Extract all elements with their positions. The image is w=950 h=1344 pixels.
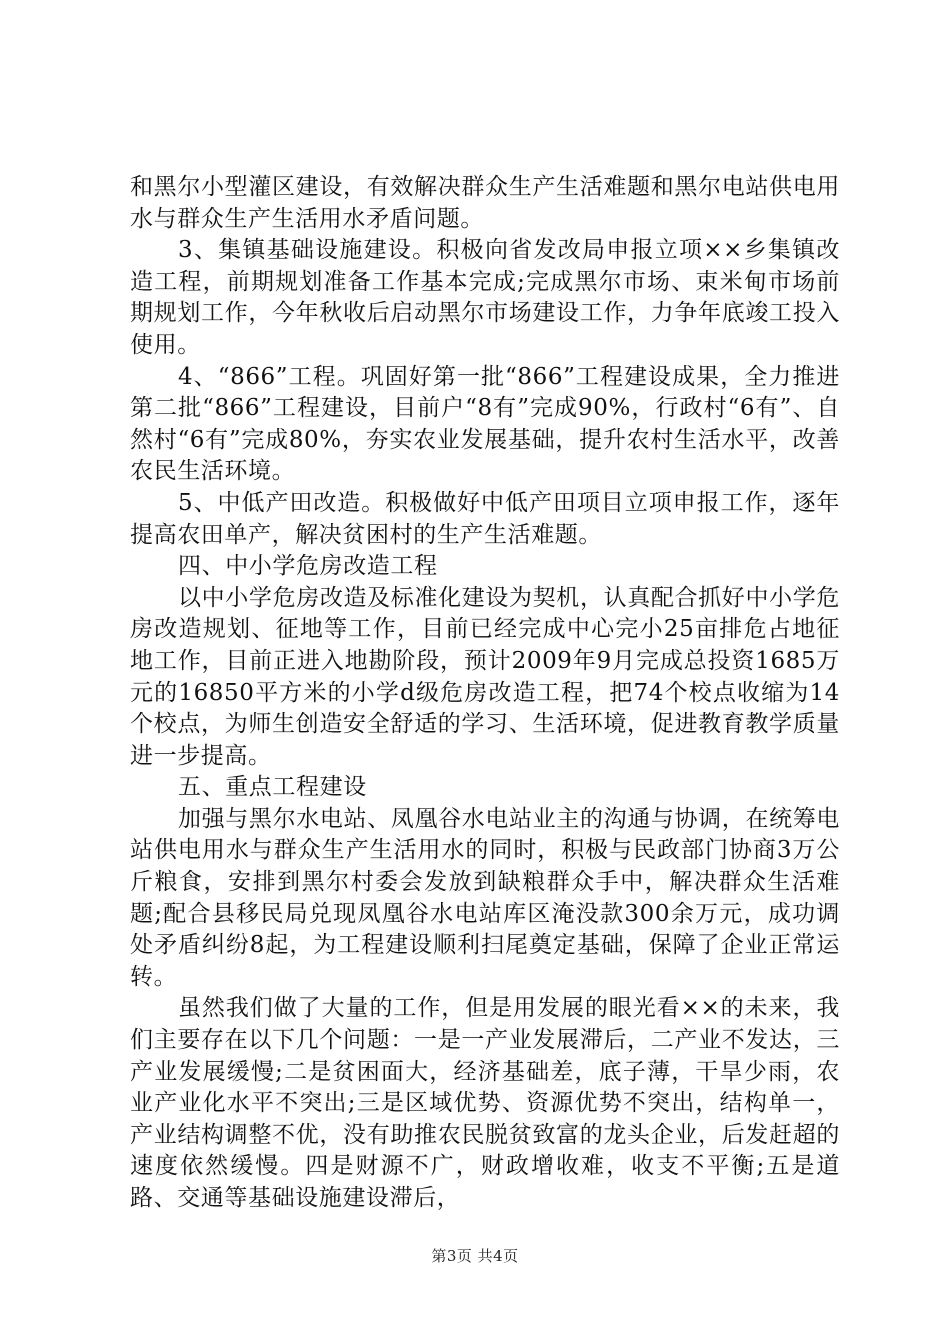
- page-number-footer: 第3页 共4页: [431, 1247, 519, 1265]
- paragraph-problems: 虽然我们做了大量的工作，但是用发展的眼光看××的未来，我们主要存在以下几个问题：一是一产业发展滞后，二产业不发达，三产业发展缓慢;二是贫困面大，经济基础差，底子薄，干旱少雨，农业产业化水平不突出;三是区域优势、资源优势不突出，结构单一，产业结构调整不优，没有助推农民脱贫致富的龙头企业，后发赶超的速度依然缓慢。四是财源不广，财政增收难，收支不平衡;五是道路、交通等基础设施建设滞后，: [130, 995, 840, 1211]
- section-heading-key-projects: 五、重点工程建设: [178, 774, 367, 801]
- document-body: [130, 172, 840, 1215]
- paragraph-town-infrastructure: 3、集镇基础设施建设。积极向省发改局申报立项××乡集镇改造工程，前期规划准备工作基本完成;完成黑尔市场、束米甸市场前期规划工作，今年秋收后启动黑尔市场建设工作，力争年底竣工投入使用。: [130, 237, 840, 358]
- section-heading-school-renovation: 四、中小学危房改造工程: [178, 553, 438, 580]
- paragraph-farmland-improvement: 5、中低产田改造。积极做好中低产田项目立项申报工作，逐年提高农田单产，解决贫困村的生产生活难题。: [130, 489, 840, 548]
- paragraph-school-renovation: 以中小学危房改造及标准化建设为契机，认真配合抓好中小学危房改造规划、征地等工作，目前已经完成中心完小25亩排危占地征地工作，目前正进入地勘阶段，预计2009年9月完成总投资1685万元的16850平方米的小学d级危房改造工程，把74个校点收缩为14个校点，为师生创造安全舒适的学习、生活环境，促进教育教学质量进一步提高。: [130, 584, 840, 769]
- paragraph-key-projects: 加强与黑尔水电站、凤凰谷水电站业主的沟通与协调，在统筹电站供电用水与群众生产生活用水的同时，积极与民政部门协商3万公斤粮食，安排到黑尔村委会发放到缺粮群众手中，解决群众生活难题;配合县移民局兑现凤凰谷水电站库区淹没款300余万元，成功调处矛盾纠纷8起，为工程建设顺利扫尾奠定基础，保障了企业正常运转。: [130, 805, 840, 990]
- paragraph-866-project: 4、“866”工程。巩固好第一批“866”工程建设成果，全力推进第二批“866”工程建设，目前户“8有”完成90%，行政村“6有”、自然村“6有”完成80%，夯实农业发展基础，提升农村生活水平，改善农民生活环境。: [130, 363, 840, 485]
- paragraph-irrigation-continued: 和黑尔小型灌区建设，有效解决群众生产生活难题和黑尔电站供电用水与群众生产生活用水矛盾问题。: [130, 174, 840, 232]
